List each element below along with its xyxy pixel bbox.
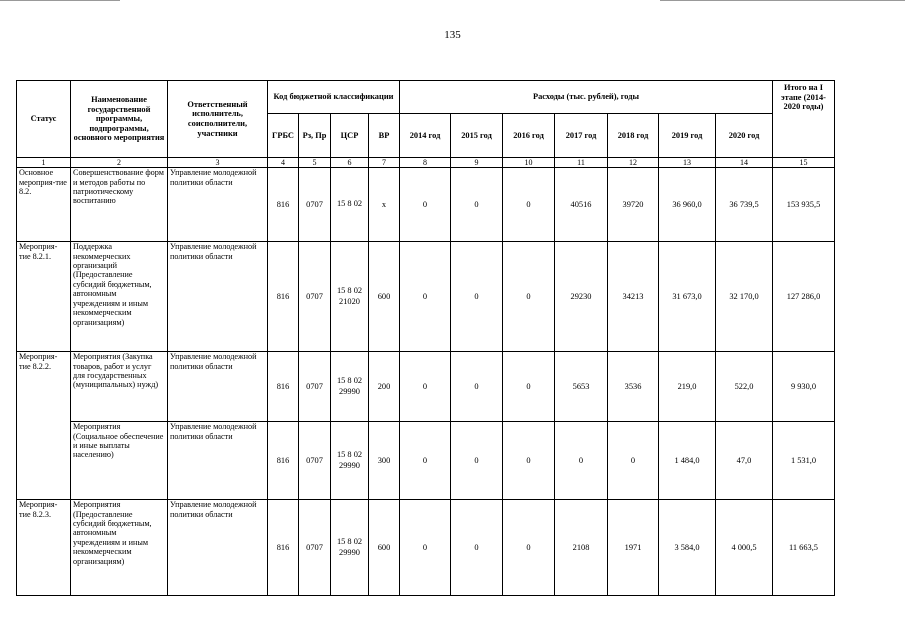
row-value: 32 170,0 [716,242,773,352]
row-rzpr: 0707 [299,352,331,422]
budget-table [16,80,835,596]
row-status: Мероприя-тие 8.2.3. [17,500,71,596]
row-vr: 600 [369,242,400,352]
header-year: 2017 год [555,114,608,158]
row-executor: Управление молодежной политики области [168,168,268,242]
row-status: Мероприя-тие 8.2.1. [17,242,71,352]
row-rzpr: 0707 [299,422,331,500]
row-value: 34213 [608,242,659,352]
row-grbs: 816 [268,500,299,596]
row-vr: 200 [369,352,400,422]
row-value: 0 [400,168,451,242]
row-rzpr: 0707 [299,242,331,352]
row-name: Совершенствование форм и методов работы по патриотическому воспитанию [71,168,168,242]
column-number: 8 [400,158,451,168]
row-grbs: 816 [268,422,299,500]
column-number: 2 [71,158,168,168]
column-number: 5 [299,158,331,168]
row-total: 11 663,5 [773,500,835,596]
row-csr-line: 29990 [339,547,360,557]
row-value: 3536 [608,352,659,422]
row-value: 0 [503,242,555,352]
header-year: 2019 год [659,114,716,158]
row-value: 0 [451,352,503,422]
header-year: 2015 год [451,114,503,158]
row-grbs: 816 [268,168,299,242]
row-vr: 300 [369,422,400,500]
row-csr-line: 15 8 02 [336,199,363,209]
row-csr-line: 15 8 02 [336,286,363,296]
row-executor: Управление молодежной политики области [168,242,268,352]
row-csr [331,422,369,500]
row-value: 522,0 [716,352,773,422]
table-row [17,168,835,242]
row-csr-line: 21020 [339,296,360,306]
column-number: 7 [369,158,400,168]
row-value: 0 [555,422,608,500]
row-value: 1971 [608,500,659,596]
row-total: 127 286,0 [773,242,835,352]
row-executor: Управление молодежной политики области [168,422,268,500]
row-csr-line: 15 8 02 [336,376,363,386]
row-csr-line: 29990 [339,386,360,396]
table-row [17,242,835,352]
header-year: 2014 год [400,114,451,158]
row-total: 153 935,5 [773,168,835,242]
row-name: Мероприятия (Социальное обеспечение и иные выплаты населению) [71,422,168,500]
table-row [17,500,835,596]
top-edge-rule [660,0,905,1]
row-csr [331,352,369,422]
row-value: 0 [503,352,555,422]
row-value: 5653 [555,352,608,422]
header-row [17,81,835,114]
row-csr [331,500,369,596]
row-value: 0 [400,352,451,422]
header-expenses: Расходы (тыс. рублей), годы [400,81,773,114]
column-number: 9 [451,158,503,168]
row-value: 0 [503,500,555,596]
row-executor: Управление молодежной политики области [168,500,268,596]
column-number: 12 [608,158,659,168]
row-value: 0 [400,422,451,500]
row-name: Мероприятия (Предоставление субсидий бюджетным, автономным учреждениям и иным некоммерческим организациям) [71,500,168,596]
row-value: 36 739,5 [716,168,773,242]
row-value: 219,0 [659,352,716,422]
row-value: 4 000,5 [716,500,773,596]
column-number: 4 [268,158,299,168]
row-status: Мероприя-тие 8.2.2. [17,352,71,500]
column-number: 13 [659,158,716,168]
row-value: 0 [503,168,555,242]
row-value: 0 [400,500,451,596]
row-grbs: 816 [268,242,299,352]
header-grbs: ГРБС [268,114,299,158]
header-status: Статус [17,81,71,158]
header-year: 2020 год [716,114,773,158]
header-name: Наименование государственной программы, подпрограммы, основного мероприятия [71,81,168,158]
table-row [17,352,835,422]
column-number: 14 [716,158,773,168]
row-vr: х [369,168,400,242]
header-year: 2018 год [608,114,659,158]
column-number: 11 [555,158,608,168]
row-value: 0 [451,242,503,352]
row-value: 0 [451,168,503,242]
header-year: 2016 год [503,114,555,158]
row-value: 31 673,0 [659,242,716,352]
row-csr [331,168,369,242]
row-value: 40516 [555,168,608,242]
column-number: 15 [773,158,835,168]
row-value: 0 [400,242,451,352]
header-csr: ЦСР [331,114,369,158]
row-value: 36 960,0 [659,168,716,242]
header-vr: ВР [369,114,400,158]
page-number: 135 [444,29,461,41]
top-edge-rule [0,0,120,1]
column-number: 6 [331,158,369,168]
row-executor: Управление молодежной политики области [168,352,268,422]
row-status: Основное мероприя-тие 8.2. [17,168,71,242]
header-budget-code: Код бюджетной классификации [268,81,400,114]
header-executor: Ответственный исполнитель, соисполнители, участники [168,81,268,158]
row-name: Поддержка некоммерческих организаций (Предоставление субсидий бюджетным, автономным учреждениям и иным некоммерческим организациям) [71,242,168,352]
table-row [17,422,835,500]
header-total: Итого на I этапе (2014-2020 годы) [773,81,835,158]
row-value: 0 [503,422,555,500]
row-csr [331,242,369,352]
row-value: 29230 [555,242,608,352]
row-total: 1 531,0 [773,422,835,500]
row-csr-line: 15 8 02 [336,450,363,460]
column-number: 10 [503,158,555,168]
row-value: 39720 [608,168,659,242]
row-value: 47,0 [716,422,773,500]
column-number: 1 [17,158,71,168]
row-value: 2108 [555,500,608,596]
column-number-row [17,158,835,168]
header-rzpr: Рз, Пр [299,114,331,158]
row-value: 0 [608,422,659,500]
row-value: 0 [451,422,503,500]
row-grbs: 816 [268,352,299,422]
row-csr-line: 15 8 02 [336,537,363,547]
row-csr-line: 29990 [339,460,360,470]
row-total: 9 930,0 [773,352,835,422]
row-value: 1 484,0 [659,422,716,500]
row-rzpr: 0707 [299,168,331,242]
row-name: Мероприятия (Закупка товаров, работ и услуг для государственных (муниципальных) нужд) [71,352,168,422]
row-value: 3 584,0 [659,500,716,596]
row-value: 0 [451,500,503,596]
column-number: 3 [168,158,268,168]
row-vr: 600 [369,500,400,596]
row-rzpr: 0707 [299,500,331,596]
